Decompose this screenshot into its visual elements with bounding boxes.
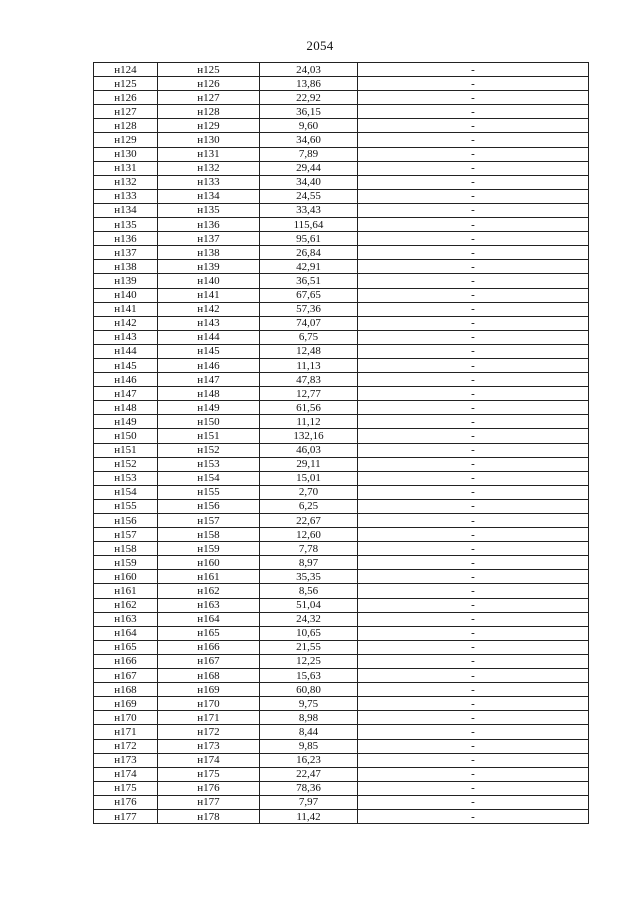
table-row xyxy=(94,401,589,415)
note-cell: - xyxy=(358,91,589,105)
table-row xyxy=(94,387,589,401)
from-point-cell: н127 xyxy=(94,105,158,119)
from-point-cell: н158 xyxy=(94,542,158,556)
to-point-cell: н163 xyxy=(158,598,260,612)
to-point-cell: н143 xyxy=(158,316,260,330)
distance-cell: 13,86 xyxy=(260,77,358,91)
distance-cell: 11,12 xyxy=(260,415,358,429)
table-row xyxy=(94,316,589,330)
from-point-cell: н160 xyxy=(94,570,158,584)
distance-cell: 26,84 xyxy=(260,246,358,260)
note-cell: - xyxy=(358,373,589,387)
table-row xyxy=(94,457,589,471)
distance-cell: 42,91 xyxy=(260,260,358,274)
to-point-cell: н164 xyxy=(158,612,260,626)
table-body xyxy=(94,63,589,824)
to-point-cell: н134 xyxy=(158,189,260,203)
table-row xyxy=(94,415,589,429)
from-point-cell: н155 xyxy=(94,499,158,513)
note-cell: - xyxy=(358,218,589,232)
table-row xyxy=(94,232,589,246)
distance-cell: 6,75 xyxy=(260,330,358,344)
to-point-cell: н158 xyxy=(158,528,260,542)
from-point-cell: н129 xyxy=(94,133,158,147)
distance-cell: 132,16 xyxy=(260,429,358,443)
distance-cell: 8,56 xyxy=(260,584,358,598)
note-cell: - xyxy=(358,274,589,288)
to-point-cell: н176 xyxy=(158,781,260,795)
from-point-cell: н156 xyxy=(94,514,158,528)
table-row xyxy=(94,246,589,260)
from-point-cell: н139 xyxy=(94,274,158,288)
distance-cell: 9,85 xyxy=(260,739,358,753)
to-point-cell: н125 xyxy=(158,63,260,77)
from-point-cell: н143 xyxy=(94,330,158,344)
from-point-cell: н176 xyxy=(94,795,158,809)
to-point-cell: н135 xyxy=(158,203,260,217)
to-point-cell: н149 xyxy=(158,401,260,415)
from-point-cell: н131 xyxy=(94,161,158,175)
distance-cell: 7,78 xyxy=(260,542,358,556)
table-row xyxy=(94,598,589,612)
to-point-cell: н133 xyxy=(158,175,260,189)
distance-cell: 33,43 xyxy=(260,203,358,217)
note-cell: - xyxy=(358,514,589,528)
table-row xyxy=(94,147,589,161)
note-cell: - xyxy=(358,302,589,316)
to-point-cell: н157 xyxy=(158,514,260,528)
from-point-cell: н172 xyxy=(94,739,158,753)
distance-cell: 22,92 xyxy=(260,91,358,105)
table-row xyxy=(94,189,589,203)
distance-cell: 46,03 xyxy=(260,443,358,457)
note-cell: - xyxy=(358,767,589,781)
to-point-cell: н136 xyxy=(158,218,260,232)
distance-cell: 36,51 xyxy=(260,274,358,288)
to-point-cell: н140 xyxy=(158,274,260,288)
to-point-cell: н154 xyxy=(158,471,260,485)
from-point-cell: н165 xyxy=(94,640,158,654)
distance-cell: 6,25 xyxy=(260,499,358,513)
note-cell: - xyxy=(358,443,589,457)
from-point-cell: н132 xyxy=(94,175,158,189)
from-point-cell: н162 xyxy=(94,598,158,612)
to-point-cell: н141 xyxy=(158,288,260,302)
distance-cell: 24,55 xyxy=(260,189,358,203)
to-point-cell: н128 xyxy=(158,105,260,119)
to-point-cell: н159 xyxy=(158,542,260,556)
from-point-cell: н133 xyxy=(94,189,158,203)
note-cell: - xyxy=(358,147,589,161)
to-point-cell: н161 xyxy=(158,570,260,584)
note-cell: - xyxy=(358,288,589,302)
table-row xyxy=(94,499,589,513)
to-point-cell: н168 xyxy=(158,669,260,683)
distance-cell: 11,13 xyxy=(260,358,358,372)
table-row xyxy=(94,119,589,133)
distance-cell: 9,75 xyxy=(260,697,358,711)
to-point-cell: н131 xyxy=(158,147,260,161)
distance-cell: 22,67 xyxy=(260,514,358,528)
table-row xyxy=(94,330,589,344)
from-point-cell: н125 xyxy=(94,77,158,91)
to-point-cell: н147 xyxy=(158,373,260,387)
points-distance-table xyxy=(93,62,589,824)
note-cell: - xyxy=(358,626,589,640)
to-point-cell: н127 xyxy=(158,91,260,105)
distance-cell: 11,42 xyxy=(260,809,358,823)
from-point-cell: н135 xyxy=(94,218,158,232)
from-point-cell: н140 xyxy=(94,288,158,302)
note-cell: - xyxy=(358,133,589,147)
table-row xyxy=(94,161,589,175)
note-cell: - xyxy=(358,316,589,330)
note-cell: - xyxy=(358,401,589,415)
table-row xyxy=(94,443,589,457)
distance-cell: 8,98 xyxy=(260,711,358,725)
to-point-cell: н156 xyxy=(158,499,260,513)
distance-cell: 51,04 xyxy=(260,598,358,612)
table-row xyxy=(94,570,589,584)
to-point-cell: н148 xyxy=(158,387,260,401)
from-point-cell: н142 xyxy=(94,316,158,330)
note-cell: - xyxy=(358,654,589,668)
to-point-cell: н153 xyxy=(158,457,260,471)
from-point-cell: н148 xyxy=(94,401,158,415)
to-point-cell: н173 xyxy=(158,739,260,753)
table-row xyxy=(94,77,589,91)
table-row xyxy=(94,753,589,767)
from-point-cell: н153 xyxy=(94,471,158,485)
from-point-cell: н169 xyxy=(94,697,158,711)
table-row xyxy=(94,203,589,217)
table-row xyxy=(94,514,589,528)
distance-cell: 15,63 xyxy=(260,669,358,683)
to-point-cell: н126 xyxy=(158,77,260,91)
from-point-cell: н177 xyxy=(94,809,158,823)
from-point-cell: н154 xyxy=(94,485,158,499)
distance-cell: 95,61 xyxy=(260,232,358,246)
to-point-cell: н129 xyxy=(158,119,260,133)
note-cell: - xyxy=(358,598,589,612)
table-row xyxy=(94,105,589,119)
from-point-cell: н171 xyxy=(94,725,158,739)
note-cell: - xyxy=(358,189,589,203)
to-point-cell: н165 xyxy=(158,626,260,640)
from-point-cell: н144 xyxy=(94,344,158,358)
note-cell: - xyxy=(358,161,589,175)
from-point-cell: н136 xyxy=(94,232,158,246)
note-cell: - xyxy=(358,725,589,739)
from-point-cell: н137 xyxy=(94,246,158,260)
table-row xyxy=(94,274,589,288)
from-point-cell: н164 xyxy=(94,626,158,640)
note-cell: - xyxy=(358,485,589,499)
note-cell: - xyxy=(358,175,589,189)
note-cell: - xyxy=(358,387,589,401)
to-point-cell: н142 xyxy=(158,302,260,316)
to-point-cell: н138 xyxy=(158,246,260,260)
note-cell: - xyxy=(358,640,589,654)
to-point-cell: н132 xyxy=(158,161,260,175)
from-point-cell: н167 xyxy=(94,669,158,683)
distance-cell: 35,35 xyxy=(260,570,358,584)
from-point-cell: н130 xyxy=(94,147,158,161)
note-cell: - xyxy=(358,528,589,542)
to-point-cell: н169 xyxy=(158,683,260,697)
distance-cell: 29,44 xyxy=(260,161,358,175)
distance-cell: 34,60 xyxy=(260,133,358,147)
table-row xyxy=(94,697,589,711)
to-point-cell: н170 xyxy=(158,697,260,711)
distance-cell: 12,60 xyxy=(260,528,358,542)
note-cell: - xyxy=(358,697,589,711)
note-cell: - xyxy=(358,429,589,443)
note-cell: - xyxy=(358,471,589,485)
table-row xyxy=(94,528,589,542)
note-cell: - xyxy=(358,344,589,358)
from-point-cell: н170 xyxy=(94,711,158,725)
note-cell: - xyxy=(358,119,589,133)
distance-cell: 9,60 xyxy=(260,119,358,133)
table-row xyxy=(94,767,589,781)
table-row xyxy=(94,429,589,443)
distance-cell: 16,23 xyxy=(260,753,358,767)
from-point-cell: н149 xyxy=(94,415,158,429)
table-row xyxy=(94,344,589,358)
from-point-cell: н134 xyxy=(94,203,158,217)
distance-cell: 8,97 xyxy=(260,556,358,570)
table-row xyxy=(94,556,589,570)
distance-cell: 12,77 xyxy=(260,387,358,401)
distance-cell: 78,36 xyxy=(260,781,358,795)
table-row xyxy=(94,63,589,77)
note-cell: - xyxy=(358,570,589,584)
to-point-cell: н160 xyxy=(158,556,260,570)
from-point-cell: н151 xyxy=(94,443,158,457)
distance-cell: 24,03 xyxy=(260,63,358,77)
distance-cell: 60,80 xyxy=(260,683,358,697)
note-cell: - xyxy=(358,753,589,767)
to-point-cell: н146 xyxy=(158,358,260,372)
table-row xyxy=(94,795,589,809)
from-point-cell: н150 xyxy=(94,429,158,443)
distance-cell: 12,25 xyxy=(260,654,358,668)
note-cell: - xyxy=(358,415,589,429)
note-cell: - xyxy=(358,499,589,513)
from-point-cell: н138 xyxy=(94,260,158,274)
note-cell: - xyxy=(358,542,589,556)
distance-cell: 74,07 xyxy=(260,316,358,330)
note-cell: - xyxy=(358,795,589,809)
table-row xyxy=(94,654,589,668)
distance-cell: 10,65 xyxy=(260,626,358,640)
distance-cell: 12,48 xyxy=(260,344,358,358)
table-row xyxy=(94,683,589,697)
note-cell: - xyxy=(358,739,589,753)
note-cell: - xyxy=(358,203,589,217)
to-point-cell: н150 xyxy=(158,415,260,429)
table-row xyxy=(94,260,589,274)
to-point-cell: н174 xyxy=(158,753,260,767)
table-row xyxy=(94,669,589,683)
table-row xyxy=(94,175,589,189)
from-point-cell: н161 xyxy=(94,584,158,598)
from-point-cell: н166 xyxy=(94,654,158,668)
from-point-cell: н145 xyxy=(94,358,158,372)
note-cell: - xyxy=(358,330,589,344)
from-point-cell: н163 xyxy=(94,612,158,626)
table-row xyxy=(94,584,589,598)
from-point-cell: н152 xyxy=(94,457,158,471)
to-point-cell: н177 xyxy=(158,795,260,809)
from-point-cell: н128 xyxy=(94,119,158,133)
table-row xyxy=(94,133,589,147)
table-row xyxy=(94,612,589,626)
to-point-cell: н152 xyxy=(158,443,260,457)
note-cell: - xyxy=(358,683,589,697)
note-cell: - xyxy=(358,781,589,795)
table-row xyxy=(94,485,589,499)
from-point-cell: н146 xyxy=(94,373,158,387)
table-row xyxy=(94,542,589,556)
from-point-cell: н159 xyxy=(94,556,158,570)
note-cell: - xyxy=(358,77,589,91)
from-point-cell: н174 xyxy=(94,767,158,781)
to-point-cell: н130 xyxy=(158,133,260,147)
table-row xyxy=(94,302,589,316)
to-point-cell: н137 xyxy=(158,232,260,246)
distance-cell: 61,56 xyxy=(260,401,358,415)
table-row xyxy=(94,91,589,105)
table-row xyxy=(94,640,589,654)
to-point-cell: н171 xyxy=(158,711,260,725)
distance-cell: 15,01 xyxy=(260,471,358,485)
table-row xyxy=(94,471,589,485)
distance-cell: 67,65 xyxy=(260,288,358,302)
to-point-cell: н175 xyxy=(158,767,260,781)
distance-cell: 7,89 xyxy=(260,147,358,161)
from-point-cell: н147 xyxy=(94,387,158,401)
table-row xyxy=(94,711,589,725)
note-cell: - xyxy=(358,809,589,823)
note-cell: - xyxy=(358,105,589,119)
note-cell: - xyxy=(358,556,589,570)
note-cell: - xyxy=(358,232,589,246)
from-point-cell: н168 xyxy=(94,683,158,697)
table-row xyxy=(94,739,589,753)
note-cell: - xyxy=(358,63,589,77)
from-point-cell: н175 xyxy=(94,781,158,795)
distance-cell: 24,32 xyxy=(260,612,358,626)
to-point-cell: н166 xyxy=(158,640,260,654)
to-point-cell: н178 xyxy=(158,809,260,823)
table-row xyxy=(94,358,589,372)
distance-cell: 7,97 xyxy=(260,795,358,809)
to-point-cell: н162 xyxy=(158,584,260,598)
note-cell: - xyxy=(358,246,589,260)
to-point-cell: н172 xyxy=(158,725,260,739)
note-cell: - xyxy=(358,457,589,471)
distance-cell: 22,47 xyxy=(260,767,358,781)
distance-cell: 47,83 xyxy=(260,373,358,387)
note-cell: - xyxy=(358,260,589,274)
to-point-cell: н144 xyxy=(158,330,260,344)
table-row xyxy=(94,725,589,739)
from-point-cell: н141 xyxy=(94,302,158,316)
to-point-cell: н151 xyxy=(158,429,260,443)
page-number: 2054 xyxy=(306,38,334,53)
table-row xyxy=(94,288,589,302)
from-point-cell: н157 xyxy=(94,528,158,542)
to-point-cell: н167 xyxy=(158,654,260,668)
note-cell: - xyxy=(358,358,589,372)
from-point-cell: н126 xyxy=(94,91,158,105)
note-cell: - xyxy=(358,669,589,683)
from-point-cell: н173 xyxy=(94,753,158,767)
distance-cell: 21,55 xyxy=(260,640,358,654)
distance-cell: 2,70 xyxy=(260,485,358,499)
distance-cell: 34,40 xyxy=(260,175,358,189)
to-point-cell: н145 xyxy=(158,344,260,358)
note-cell: - xyxy=(358,711,589,725)
note-cell: - xyxy=(358,612,589,626)
distance-cell: 8,44 xyxy=(260,725,358,739)
table-row xyxy=(94,781,589,795)
table-row xyxy=(94,809,589,823)
distance-cell: 115,64 xyxy=(260,218,358,232)
note-cell: - xyxy=(358,584,589,598)
table-row xyxy=(94,626,589,640)
from-point-cell: н124 xyxy=(94,63,158,77)
table-row xyxy=(94,373,589,387)
table-row xyxy=(94,218,589,232)
distance-cell: 36,15 xyxy=(260,105,358,119)
to-point-cell: н139 xyxy=(158,260,260,274)
distance-cell: 29,11 xyxy=(260,457,358,471)
to-point-cell: н155 xyxy=(158,485,260,499)
distance-cell: 57,36 xyxy=(260,302,358,316)
